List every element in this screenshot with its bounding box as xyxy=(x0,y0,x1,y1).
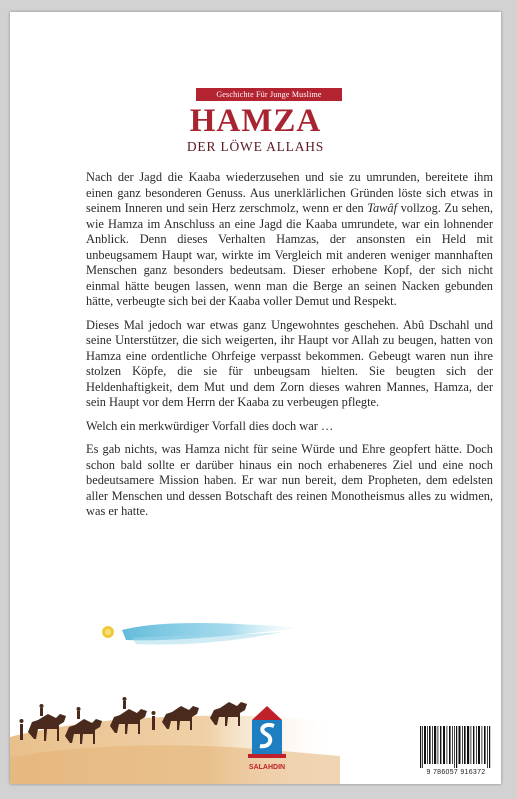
paragraph-1-part-2: vollzog. Zu sehen, wie Hamza im Anschluss an eine Jagd die Kaaba umrundete, war ein lohnender Anblick. Denn dieses Verhalten Hamzas, der ansonsten ein Held mit unbeugsamem Haupt war, wirkte im Vergleich mit anderen weniger mannhaften Menschen ganz besonders bedeutsam. Dieser erhobene Kopf, der sich nicht einmal hätte beugen lassen, wenn man die Berge an seinen Nacken gebunden hätte, verbeugte sich bei der Kaaba voller Demut und Respekt. xyxy=(86,201,493,308)
paragraph-2: Dieses Mal jedoch war etwas ganz Ungewohntes geschehen. Abû Dschahl und seine Unterstützer, die sich weigerten, ihr Haupt vor Allah zu beugen, hatten von Hamza eine ordentliche Ohrfeige verpasst bekommen. Gebeugt waren nun ihre stolzen Köpfe, die sie für unbeugsam hielten. Sie beugten sich der Heldenhaftigkeit, dem Mut und dem Zorn dieses wahren Mannes, Hamza, der sein Haupt vor dem Herrn der Kaaba zu verbeugen pflegte. xyxy=(86,317,493,409)
paragraph-4: Es gab nichts, was Hamza nicht für seine Würde und Ehre geopfert hätte. Doch schon bald sollte er darüber hinaus ein noch erhabeneres Ziel und eine noch bedeutsamere Mission haben. Er war nun bereit, dem Propheten, dem edelsten aller Menschen und dessen Botschaft des reinen Monotheismus alles zu widmen, was er hatte. xyxy=(86,442,493,518)
paragraph-1-italic: Tawâf xyxy=(367,201,398,215)
publisher-logo xyxy=(242,702,292,762)
back-cover xyxy=(10,12,501,784)
publisher-name: SALAHDIN xyxy=(248,764,286,771)
barcode xyxy=(418,724,494,768)
blurb-text xyxy=(86,170,493,528)
series-label: Geschichte Für Junge Muslime xyxy=(196,88,342,101)
isbn-number: 9 786057 916372 xyxy=(426,769,486,776)
paragraph-3: Welch ein merkwürdiger Vorfall dies doch war … xyxy=(86,418,334,433)
paragraph-1-part-1: Nach der Jagd die Kaaba wiederzusehen und sie zu umrunden, bereitete ihm einen ganz besonderen Genuss. Aus unerklärlichen Gründen löste sich etwas in seinem Inneren und sein Herz zerschmolz, wenn er den xyxy=(86,170,493,215)
book-title: HAMZA xyxy=(189,103,322,139)
book-subtitle: DER LÖWE ALLAHS xyxy=(186,139,325,154)
paragraph-1 xyxy=(86,170,493,310)
